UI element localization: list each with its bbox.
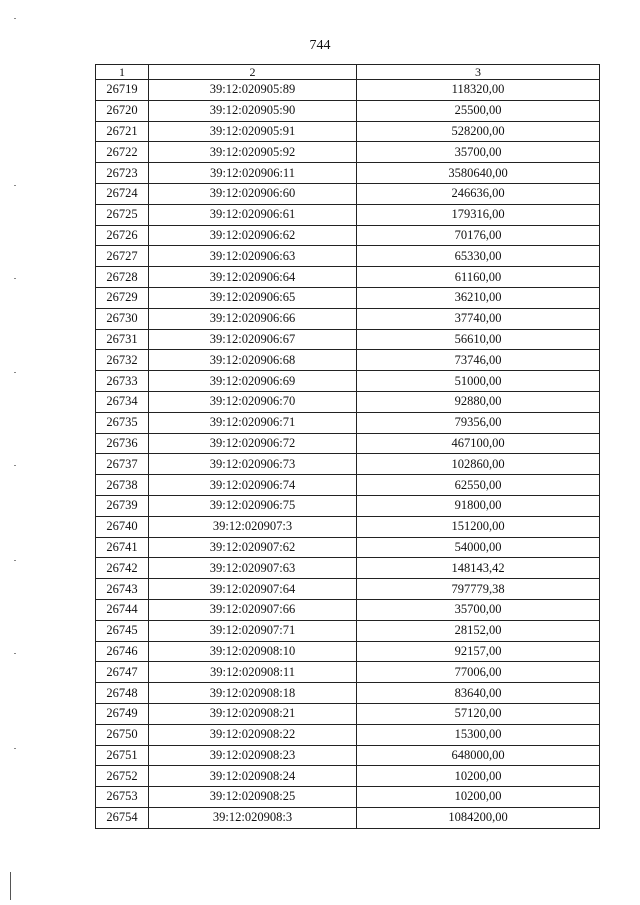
cadastral-number-cell: 39:12:020908:18	[149, 683, 357, 704]
value-cell: 10200,00	[357, 787, 600, 808]
value-cell: 51000,00	[357, 371, 600, 392]
table-row	[96, 599, 600, 620]
row-number-cell: 26719	[96, 80, 149, 101]
table-row	[96, 121, 600, 142]
table-row	[96, 350, 600, 371]
scan-dot	[14, 748, 16, 749]
table-row	[96, 495, 600, 516]
cadastral-number-cell: 39:12:020905:89	[149, 80, 357, 101]
value-cell: 65330,00	[357, 246, 600, 267]
value-cell: 70176,00	[357, 225, 600, 246]
table-body	[96, 80, 600, 829]
row-number-cell: 26730	[96, 308, 149, 329]
value-cell: 91800,00	[357, 495, 600, 516]
table-row	[96, 454, 600, 475]
table-row	[96, 100, 600, 121]
row-number-cell: 26725	[96, 204, 149, 225]
scan-dot	[14, 185, 16, 186]
cadastral-number-cell: 39:12:020906:74	[149, 475, 357, 496]
row-number-cell: 26735	[96, 412, 149, 433]
registry-table	[95, 64, 600, 829]
value-cell: 35700,00	[357, 142, 600, 163]
cadastral-number-cell: 39:12:020908:10	[149, 641, 357, 662]
value-cell: 92157,00	[357, 641, 600, 662]
value-cell: 25500,00	[357, 100, 600, 121]
row-number-cell: 26732	[96, 350, 149, 371]
cadastral-number-cell: 39:12:020905:90	[149, 100, 357, 121]
row-number-cell: 26754	[96, 807, 149, 828]
scan-dot	[14, 560, 16, 561]
table-row	[96, 225, 600, 246]
cadastral-number-cell: 39:12:020906:66	[149, 308, 357, 329]
table-row	[96, 80, 600, 101]
value-cell: 528200,00	[357, 121, 600, 142]
table-row	[96, 308, 600, 329]
row-number-cell: 26744	[96, 599, 149, 620]
value-cell: 56610,00	[357, 329, 600, 350]
value-cell: 1084200,00	[357, 807, 600, 828]
value-cell: 148143,42	[357, 558, 600, 579]
table-row	[96, 142, 600, 163]
value-cell: 467100,00	[357, 433, 600, 454]
row-number-cell: 26737	[96, 454, 149, 475]
table-row	[96, 329, 600, 350]
value-cell: 37740,00	[357, 308, 600, 329]
table-row	[96, 246, 600, 267]
cadastral-number-cell: 39:12:020908:24	[149, 766, 357, 787]
value-cell: 73746,00	[357, 350, 600, 371]
cadastral-number-cell: 39:12:020907:66	[149, 599, 357, 620]
row-number-cell: 26747	[96, 662, 149, 683]
row-number-cell: 26734	[96, 391, 149, 412]
table-row	[96, 745, 600, 766]
cadastral-number-cell: 39:12:020905:91	[149, 121, 357, 142]
cadastral-number-cell: 39:12:020906:69	[149, 371, 357, 392]
cadastral-number-cell: 39:12:020906:72	[149, 433, 357, 454]
cadastral-number-cell: 39:12:020908:11	[149, 662, 357, 683]
table-row	[96, 579, 600, 600]
row-number-cell: 26753	[96, 787, 149, 808]
value-cell: 648000,00	[357, 745, 600, 766]
row-number-cell: 26746	[96, 641, 149, 662]
table-row	[96, 662, 600, 683]
value-cell: 62550,00	[357, 475, 600, 496]
table-row	[96, 287, 600, 308]
cadastral-number-cell: 39:12:020906:63	[149, 246, 357, 267]
row-number-cell: 26740	[96, 516, 149, 537]
cadastral-number-cell: 39:12:020906:67	[149, 329, 357, 350]
table-row	[96, 475, 600, 496]
value-cell: 77006,00	[357, 662, 600, 683]
row-number-cell: 26750	[96, 724, 149, 745]
value-cell: 10200,00	[357, 766, 600, 787]
cadastral-number-cell: 39:12:020906:65	[149, 287, 357, 308]
row-number-cell: 26742	[96, 558, 149, 579]
scan-dot	[14, 465, 16, 466]
scan-margin-line	[10, 872, 11, 900]
cadastral-number-cell: 39:12:020907:62	[149, 537, 357, 558]
row-number-cell: 26726	[96, 225, 149, 246]
row-number-cell: 26721	[96, 121, 149, 142]
value-cell: 61160,00	[357, 267, 600, 288]
cadastral-number-cell: 39:12:020906:61	[149, 204, 357, 225]
value-cell: 102860,00	[357, 454, 600, 475]
value-cell: 246636,00	[357, 183, 600, 204]
table-row	[96, 516, 600, 537]
table-row	[96, 391, 600, 412]
column-header-3: 3	[357, 65, 600, 80]
table-row	[96, 371, 600, 392]
row-number-cell: 26727	[96, 246, 149, 267]
row-number-cell: 26752	[96, 766, 149, 787]
cadastral-number-cell: 39:12:020906:68	[149, 350, 357, 371]
row-number-cell: 26749	[96, 703, 149, 724]
table-row	[96, 641, 600, 662]
cadastral-number-cell: 39:12:020908:25	[149, 787, 357, 808]
cadastral-number-cell: 39:12:020906:60	[149, 183, 357, 204]
row-number-cell: 26729	[96, 287, 149, 308]
cadastral-number-cell: 39:12:020908:22	[149, 724, 357, 745]
value-cell: 797779,38	[357, 579, 600, 600]
value-cell: 36210,00	[357, 287, 600, 308]
column-header-2: 2	[149, 65, 357, 80]
value-cell: 57120,00	[357, 703, 600, 724]
cadastral-number-cell: 39:12:020907:64	[149, 579, 357, 600]
value-cell: 79356,00	[357, 412, 600, 433]
row-number-cell: 26736	[96, 433, 149, 454]
row-number-cell: 26723	[96, 163, 149, 184]
value-cell: 28152,00	[357, 620, 600, 641]
scan-dot	[14, 372, 16, 373]
cadastral-number-cell: 39:12:020906:11	[149, 163, 357, 184]
cadastral-number-cell: 39:12:020905:92	[149, 142, 357, 163]
cadastral-number-cell: 39:12:020906:73	[149, 454, 357, 475]
cadastral-number-cell: 39:12:020906:71	[149, 412, 357, 433]
value-cell: 15300,00	[357, 724, 600, 745]
value-cell: 151200,00	[357, 516, 600, 537]
table-row	[96, 412, 600, 433]
table-row	[96, 433, 600, 454]
table-row	[96, 703, 600, 724]
table-row	[96, 683, 600, 704]
row-number-cell: 26739	[96, 495, 149, 516]
cadastral-number-cell: 39:12:020908:21	[149, 703, 357, 724]
scan-dot	[14, 278, 16, 279]
cadastral-number-cell: 39:12:020906:64	[149, 267, 357, 288]
row-number-cell: 26728	[96, 267, 149, 288]
row-number-cell: 26751	[96, 745, 149, 766]
table-row	[96, 766, 600, 787]
row-number-cell: 26724	[96, 183, 149, 204]
value-cell: 179316,00	[357, 204, 600, 225]
page-number: 744	[309, 38, 331, 53]
row-number-cell: 26738	[96, 475, 149, 496]
value-cell: 35700,00	[357, 599, 600, 620]
row-number-cell: 26731	[96, 329, 149, 350]
scan-dot	[14, 653, 16, 654]
table-row	[96, 537, 600, 558]
cadastral-number-cell: 39:12:020906:75	[149, 495, 357, 516]
cadastral-number-cell: 39:12:020907:3	[149, 516, 357, 537]
table-row	[96, 204, 600, 225]
value-cell: 3580640,00	[357, 163, 600, 184]
row-number-cell: 26741	[96, 537, 149, 558]
value-cell: 118320,00	[357, 80, 600, 101]
scan-dot	[14, 18, 16, 19]
table-row	[96, 558, 600, 579]
row-number-cell: 26748	[96, 683, 149, 704]
cadastral-number-cell: 39:12:020906:70	[149, 391, 357, 412]
value-cell: 83640,00	[357, 683, 600, 704]
cadastral-number-cell: 39:12:020907:71	[149, 620, 357, 641]
header-row	[96, 65, 600, 80]
row-number-cell: 26722	[96, 142, 149, 163]
cadastral-number-cell: 39:12:020908:23	[149, 745, 357, 766]
row-number-cell: 26720	[96, 100, 149, 121]
table-row	[96, 620, 600, 641]
table-row	[96, 267, 600, 288]
value-cell: 54000,00	[357, 537, 600, 558]
table-row	[96, 163, 600, 184]
row-number-cell: 26733	[96, 371, 149, 392]
cadastral-number-cell: 39:12:020907:63	[149, 558, 357, 579]
value-cell: 92880,00	[357, 391, 600, 412]
cadastral-number-cell: 39:12:020908:3	[149, 807, 357, 828]
table-row	[96, 807, 600, 828]
cadastral-number-cell: 39:12:020906:62	[149, 225, 357, 246]
row-number-cell: 26743	[96, 579, 149, 600]
row-number-cell: 26745	[96, 620, 149, 641]
table-row	[96, 787, 600, 808]
table-row	[96, 183, 600, 204]
table-row	[96, 724, 600, 745]
column-header-1: 1	[96, 65, 149, 80]
